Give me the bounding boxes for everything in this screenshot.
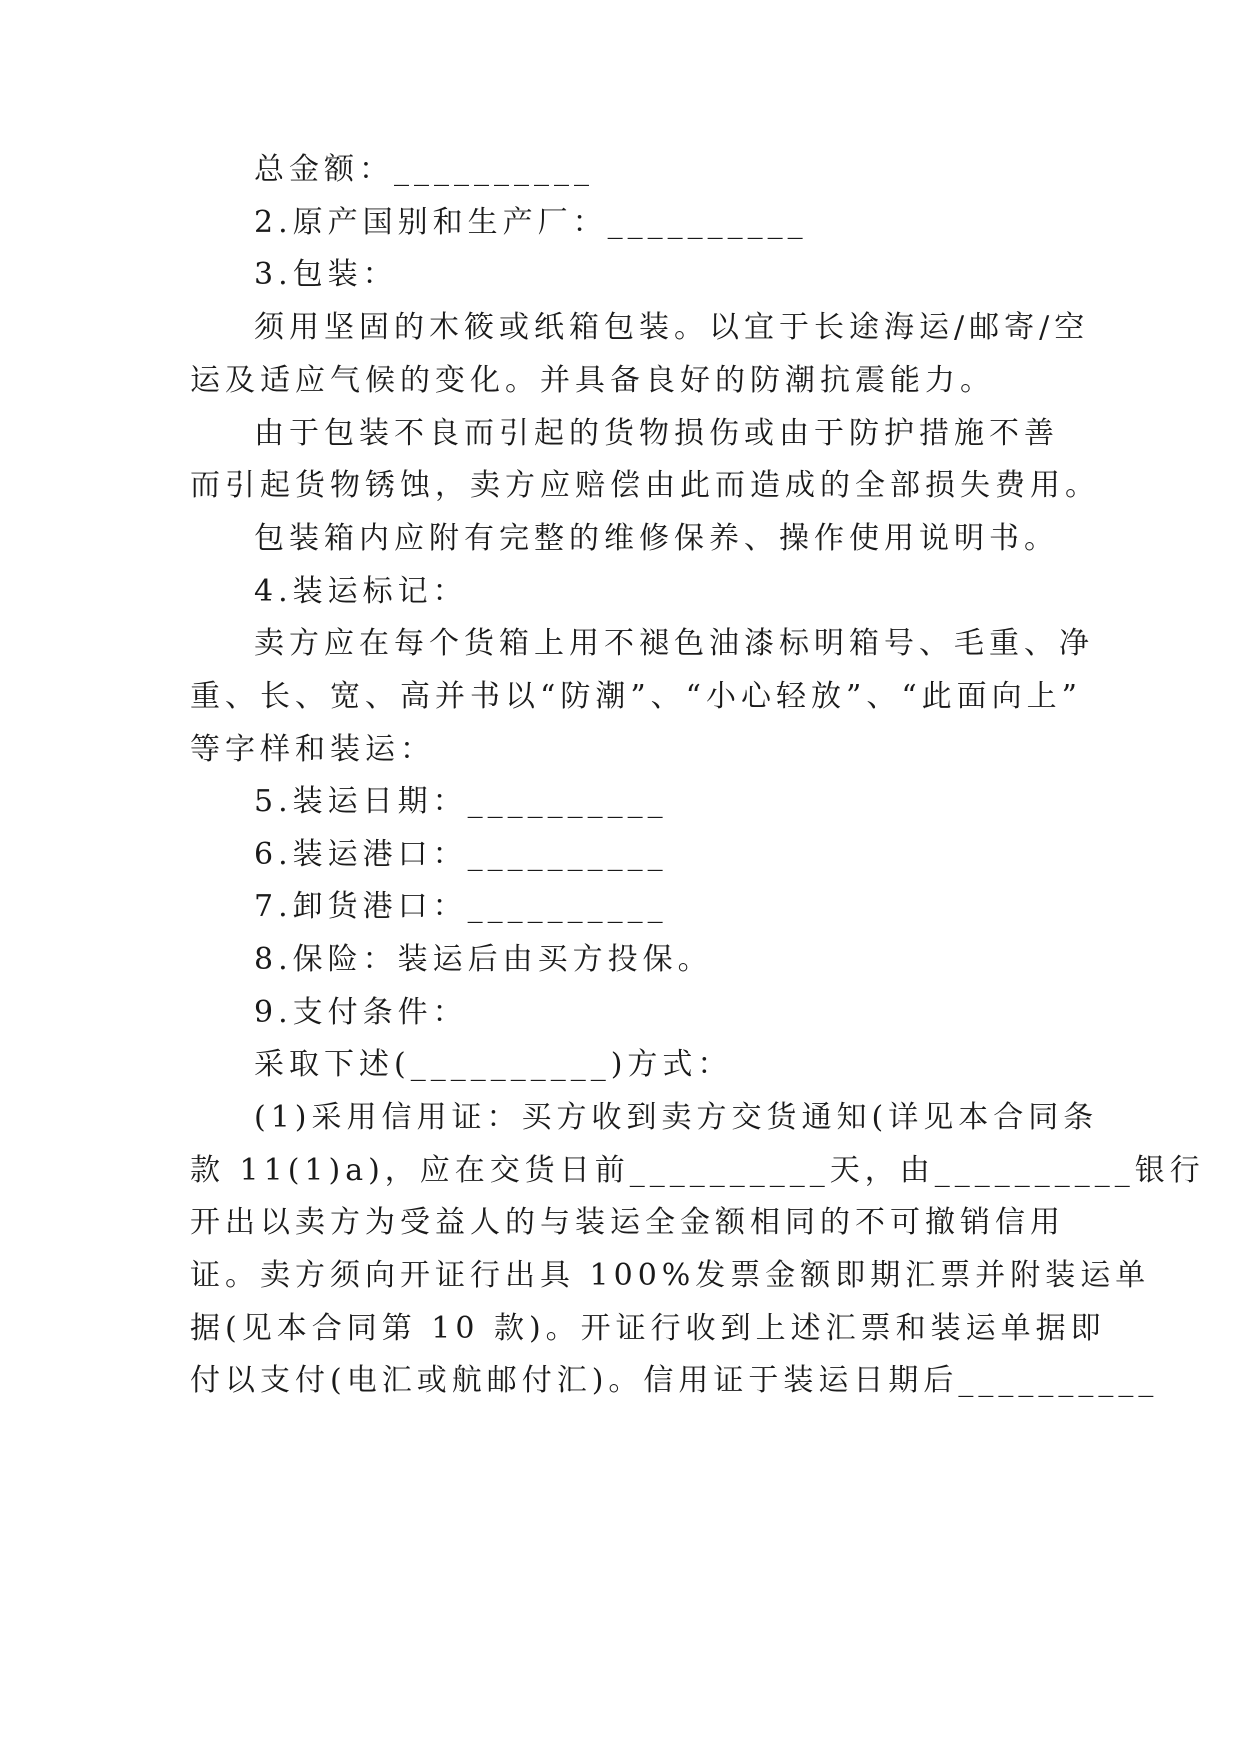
port-of-discharge-line: 7.卸货港口：__________ <box>254 889 668 924</box>
letter-of-credit-line: 付以支付(电汇或航邮付汇)。信用证于装运日期后__________ <box>190 1363 1159 1398</box>
shipment-date-line: 5.装运日期：__________ <box>254 784 668 819</box>
letter-of-credit-line: 款 11(1)a)，应在交货日前__________天，由__________银行 <box>190 1153 1205 1188</box>
letter-of-credit-line: (1)采用信用证：买方收到卖方交货通知(详见本合同条 <box>254 1100 1099 1135</box>
manual-line: 包装箱内应附有完整的维修保养、操作使用说明书。 <box>254 521 1059 556</box>
packing-heading: 3.包装： <box>254 257 398 292</box>
shipping-marks-line: 卖方应在每个货箱上用不褪色油漆标明箱号、毛重、净 <box>254 626 1094 661</box>
shipping-marks-line: 等字样和装运： <box>190 732 435 767</box>
insurance-line: 8.保险：装运后由买方投保。 <box>254 942 713 977</box>
packing-damage-line: 由于包装不良而引起的货物损伤或由于防护措施不善 <box>254 416 1059 451</box>
port-of-shipment-line: 6.装运港口：__________ <box>254 837 668 872</box>
packing-damage-line: 而引起货物锈蚀，卖方应赔偿由此而造成的全部损失费用。 <box>190 468 1100 503</box>
letter-of-credit-line: 证。卖方须向开证行出具 100%发票金额即期汇票并附装运单 <box>190 1258 1151 1293</box>
letter-of-credit-line: 据(见本合同第 10 款)。开证行收到上述汇票和装运单据即 <box>190 1311 1106 1346</box>
total-amount-line: 总金额：__________ <box>254 152 594 187</box>
origin-manufacturer-line: 2.原产国别和生产厂：__________ <box>254 205 808 240</box>
packing-text-line: 须用坚固的木筱或纸箱包装。以宜于长途海运/邮寄/空 <box>254 310 1090 345</box>
shipping-marks-heading: 4.装运标记： <box>254 574 468 609</box>
payment-method-line: 采取下述(__________)方式： <box>254 1047 733 1082</box>
payment-terms-heading: 9.支付条件： <box>254 995 468 1030</box>
letter-of-credit-line: 开出以卖方为受益人的与装运全金额相同的不可撤销信用 <box>190 1205 1065 1240</box>
shipping-marks-line: 重、长、宽、高并书以“防潮”、“小心轻放”、“此面向上” <box>190 679 1083 714</box>
packing-text-line: 运及适应气候的变化。并具备良好的防潮抗震能力。 <box>190 363 995 398</box>
